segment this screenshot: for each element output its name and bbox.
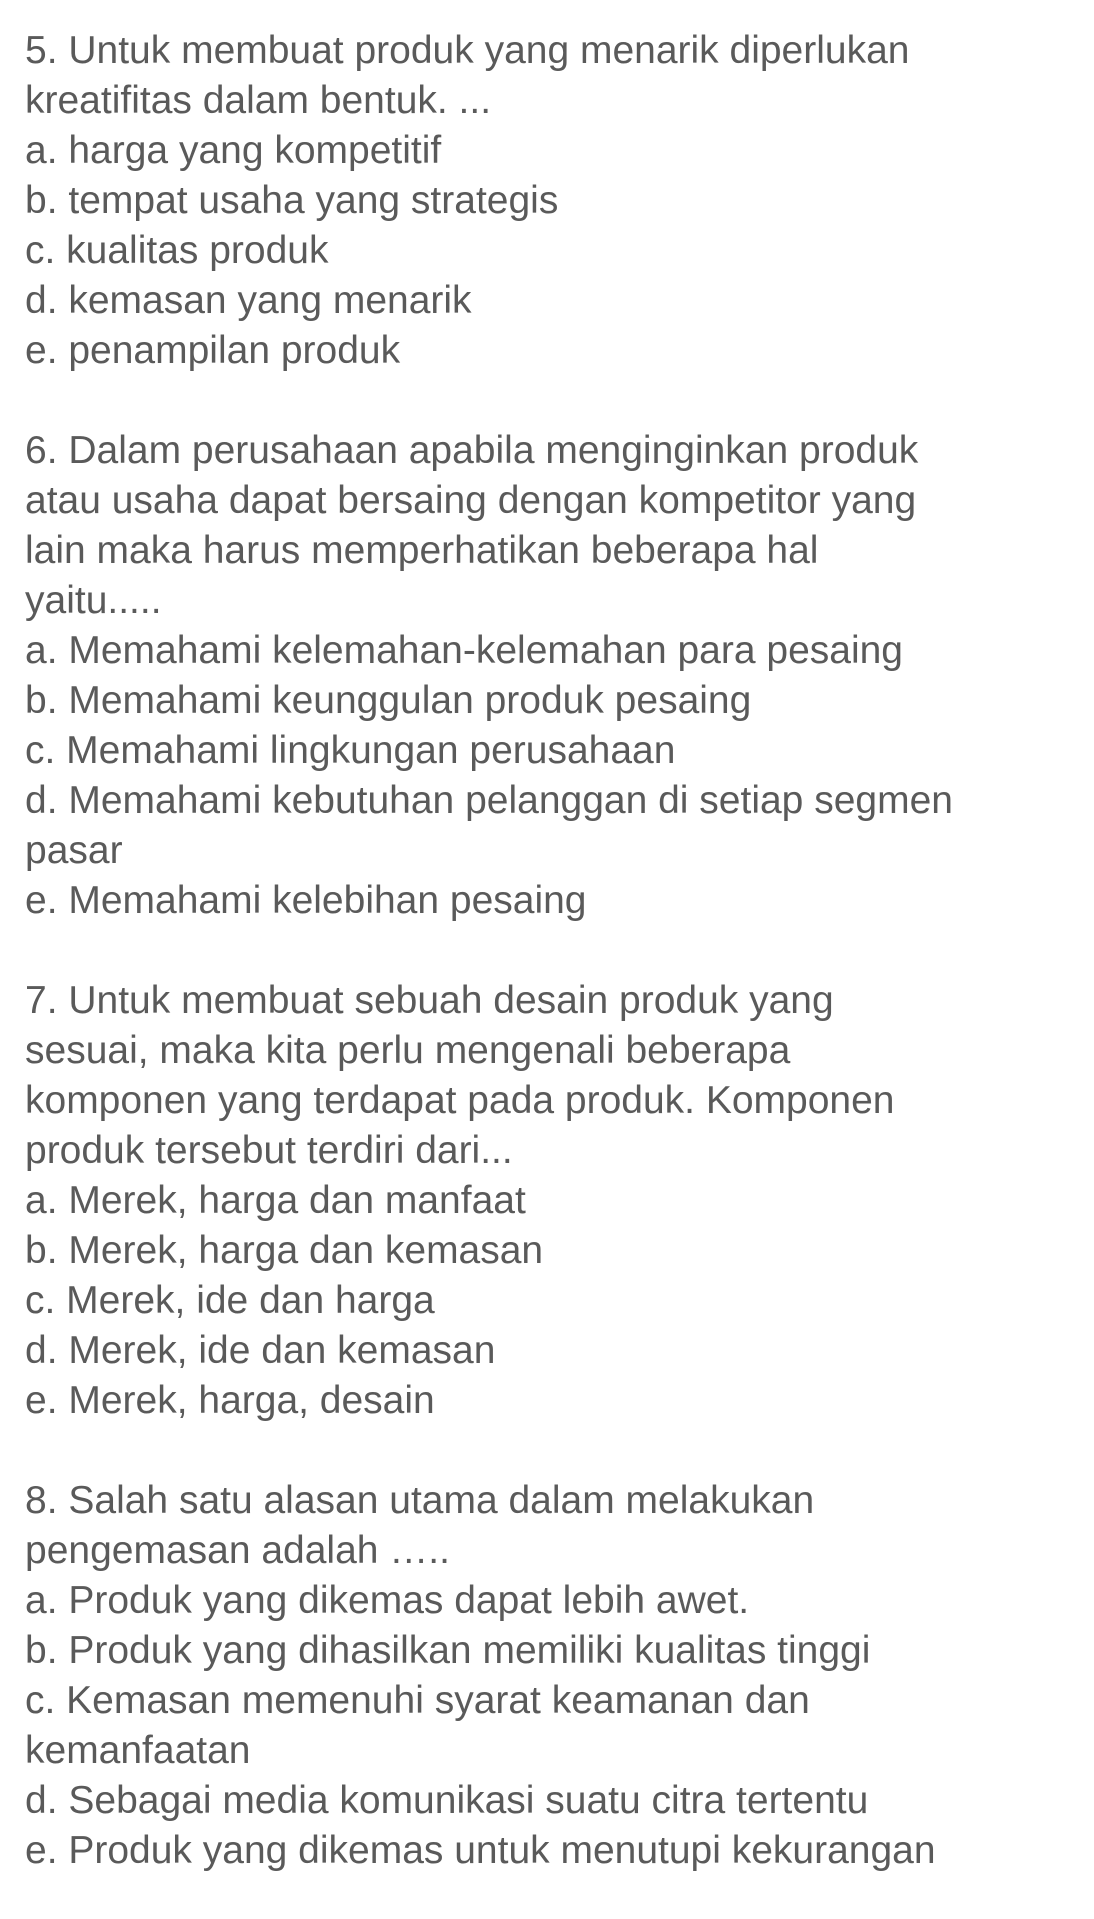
prompt-line: yaitu..... [25,579,162,622]
option-line: kemanfaatan [25,1729,251,1772]
option-b [25,676,1094,726]
option-e [25,876,1094,926]
option-line: pasar [25,829,123,872]
option-line: c. Kemasan memenuhi syarat keamanan dan [25,1679,810,1722]
prompt-line: 5. Untuk membuat produk yang menarik diperlukan [25,29,910,72]
prompt-line: 8. Salah satu alasan utama dalam melakukan [25,1479,815,1522]
option-line: d. kemasan yang menarik [25,279,472,322]
option-line: b. Merek, harga dan kemasan [25,1229,544,1272]
question-prompt [25,426,1094,626]
option-line: e. penampilan produk [25,329,401,372]
question-7 [25,976,1094,1426]
prompt-line: komponen yang terdapat pada produk. Komponen [25,1079,895,1122]
prompt-line: 7. Untuk membuat sebuah desain produk yang [25,979,834,1022]
question-prompt [25,1476,1094,1576]
option-line: e. Produk yang dikemas untuk menutupi kekurangan [25,1829,936,1872]
option-d [25,1776,1094,1826]
prompt-line: sesuai, maka kita perlu mengenali beberapa [25,1029,791,1072]
option-b [25,1226,1094,1276]
prompt-line: atau usaha dapat bersaing dengan kompetitor yang [25,479,917,522]
option-line: c. Memahami lingkungan perusahaan [25,729,676,772]
option-line: d. Memahami kebutuhan pelanggan di setiap segmen [25,779,953,822]
option-line: b. tempat usaha yang strategis [25,179,559,222]
option-e [25,1376,1094,1426]
option-c [25,1276,1094,1326]
option-line: c. Merek, ide dan harga [25,1279,435,1322]
option-e [25,326,1094,376]
prompt-line: 6. Dalam perusahaan apabila menginginkan produk [25,429,919,472]
prompt-line: lain maka harus memperhatikan beberapa hal [25,529,819,572]
option-line: a. harga yang kompetitif [25,129,442,172]
option-line: d. Sebagai media komunikasi suatu citra tertentu [25,1779,869,1822]
prompt-line: kreatifitas dalam bentuk. ... [25,79,492,122]
option-d [25,776,1094,876]
option-a [25,126,1094,176]
option-d [25,276,1094,326]
option-line: a. Memahami kelemahan-kelemahan para pesaing [25,629,903,672]
question-8 [25,1476,1094,1876]
prompt-line: produk tersebut terdiri dari... [25,1129,513,1172]
option-line: b. Memahami keunggulan produk pesaing [25,679,752,722]
question-6 [25,426,1094,926]
option-line: c. kualitas produk [25,229,329,272]
option-e [25,1826,1094,1876]
option-b [25,176,1094,226]
option-d [25,1326,1094,1376]
option-c [25,726,1094,776]
option-b [25,1626,1094,1676]
option-a [25,1576,1094,1626]
option-line: a. Produk yang dikemas dapat lebih awet. [25,1579,750,1622]
question-prompt [25,26,1094,126]
option-c [25,226,1094,276]
question-5 [25,26,1094,376]
question-prompt [25,976,1094,1176]
option-line: d. Merek, ide dan kemasan [25,1329,496,1372]
option-line: a. Merek, harga dan manfaat [25,1179,526,1222]
option-line: e. Memahami kelebihan pesaing [25,879,587,922]
option-line: e. Merek, harga, desain [25,1379,435,1422]
option-line: b. Produk yang dihasilkan memiliki kualitas tinggi [25,1629,871,1672]
option-a [25,1176,1094,1226]
option-a [25,626,1094,676]
prompt-line: pengemasan adalah ….. [25,1529,450,1572]
option-c [25,1676,1094,1776]
